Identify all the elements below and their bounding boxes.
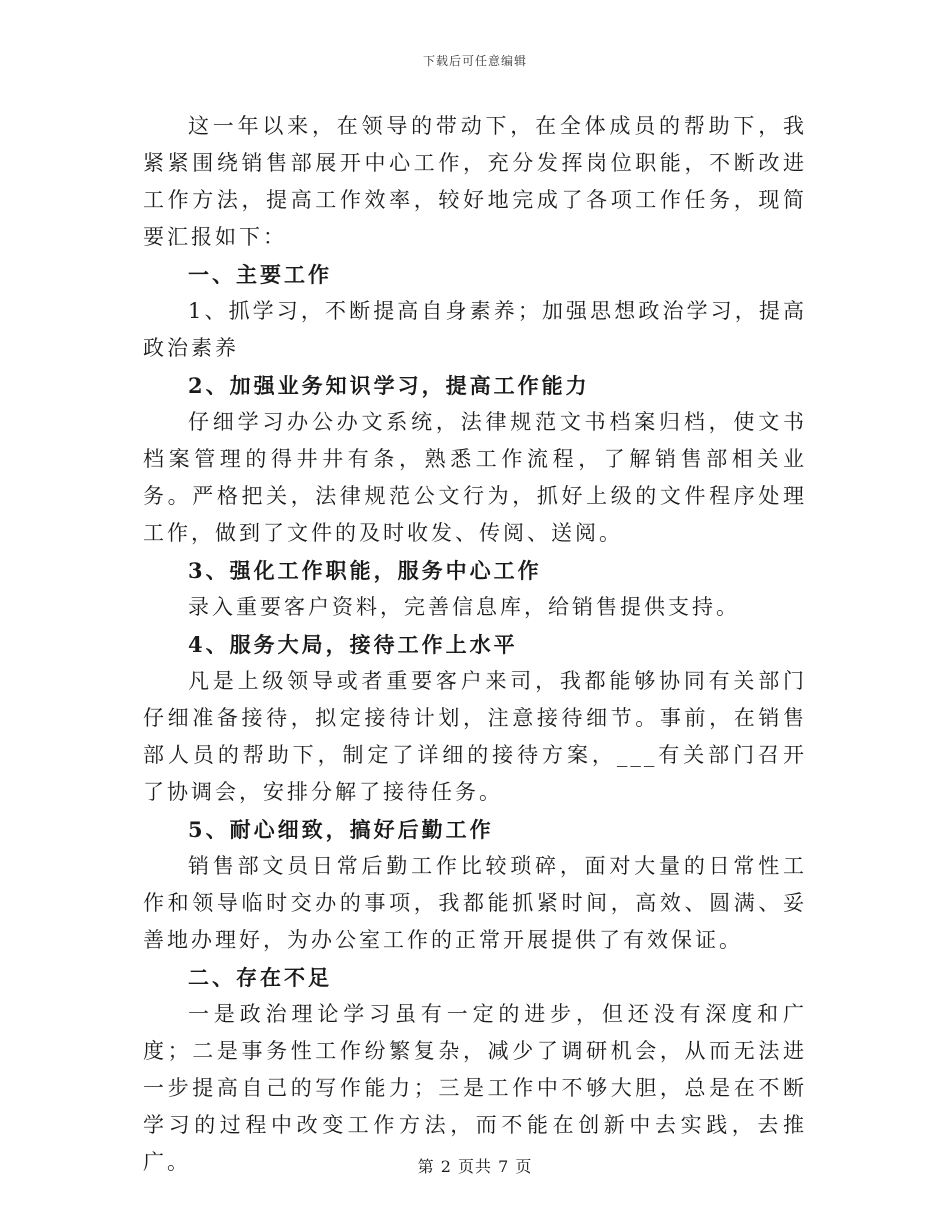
item-2-heading: 2、加强业务知识学习，提高工作能力 bbox=[188, 373, 590, 398]
item-1-paragraph: 1、抓学习，不断提高自身素养；加强思想政治学习，提高政治素养 bbox=[143, 299, 807, 360]
document-body bbox=[143, 108, 807, 1181]
item-2-paragraph: 仔细学习办公办文系统，法律规范文书档案归档，使文书档案管理的得井井有条，熟悉工作流程，了解销售部相关业务。严格把关，法律规范公文行为，抓好上级的文件程序处理工作，做到了文件的及时收发、传阅、送阅。 bbox=[143, 410, 807, 545]
item-3-paragraph: 录入重要客户资料，完善信息库，给销售提供支持。 bbox=[188, 595, 740, 619]
item-5-paragraph: 销售部文员日常后勤工作比较琐碎，面对大量的日常性工作和领导临时交办的事项，我都能抓紧时间，高效、圆满、妥善地办理好，为办公室工作的正常开展提供了有效保证。 bbox=[143, 854, 807, 952]
section-heading-shortcomings: 二、存在不足 bbox=[188, 965, 332, 990]
shortcomings-paragraph: 一是政治理论学习虽有一定的进步，但还没有深度和广度；二是事务性工作纷繁复杂，减少了调研机会，从而无法进一步提高自己的写作能力；三是工作中不够大胆，总是在不断学习的过程中改变工作方法，而不能在创新中去实践，去推广。 bbox=[143, 1002, 807, 1174]
page-number-footer: 第 2 页共 7 页 bbox=[417, 1157, 533, 1176]
item-4-paragraph: 凡是上级领导或者重要客户来司，我都能够协同有关部门仔细准备接待，拟定接待计划，注意接待细节。事前，在销售部人员的帮助下，制定了详细的接待方案，___有关部门召开了协调会，安排分解了接待任务。 bbox=[143, 669, 807, 804]
section-heading-main-work: 一、主要工作 bbox=[188, 262, 332, 287]
item-3-heading: 3、强化工作职能，服务中心工作 bbox=[188, 558, 542, 583]
intro-paragraph: 这一年以来，在领导的带动下，在全体成员的帮助下，我紧紧围绕销售部展开中心工作，充分发挥岗位职能，不断改进工作方法，提高工作效率，较好地完成了各项工作任务，现简要汇报如下： bbox=[143, 114, 807, 249]
item-5-heading: 5、耐心细致，搞好后勤工作 bbox=[188, 817, 494, 842]
item-4-heading: 4、服务大局，接待工作上水平 bbox=[188, 632, 518, 657]
page-header: 下载后可任意编辑 bbox=[422, 54, 527, 68]
